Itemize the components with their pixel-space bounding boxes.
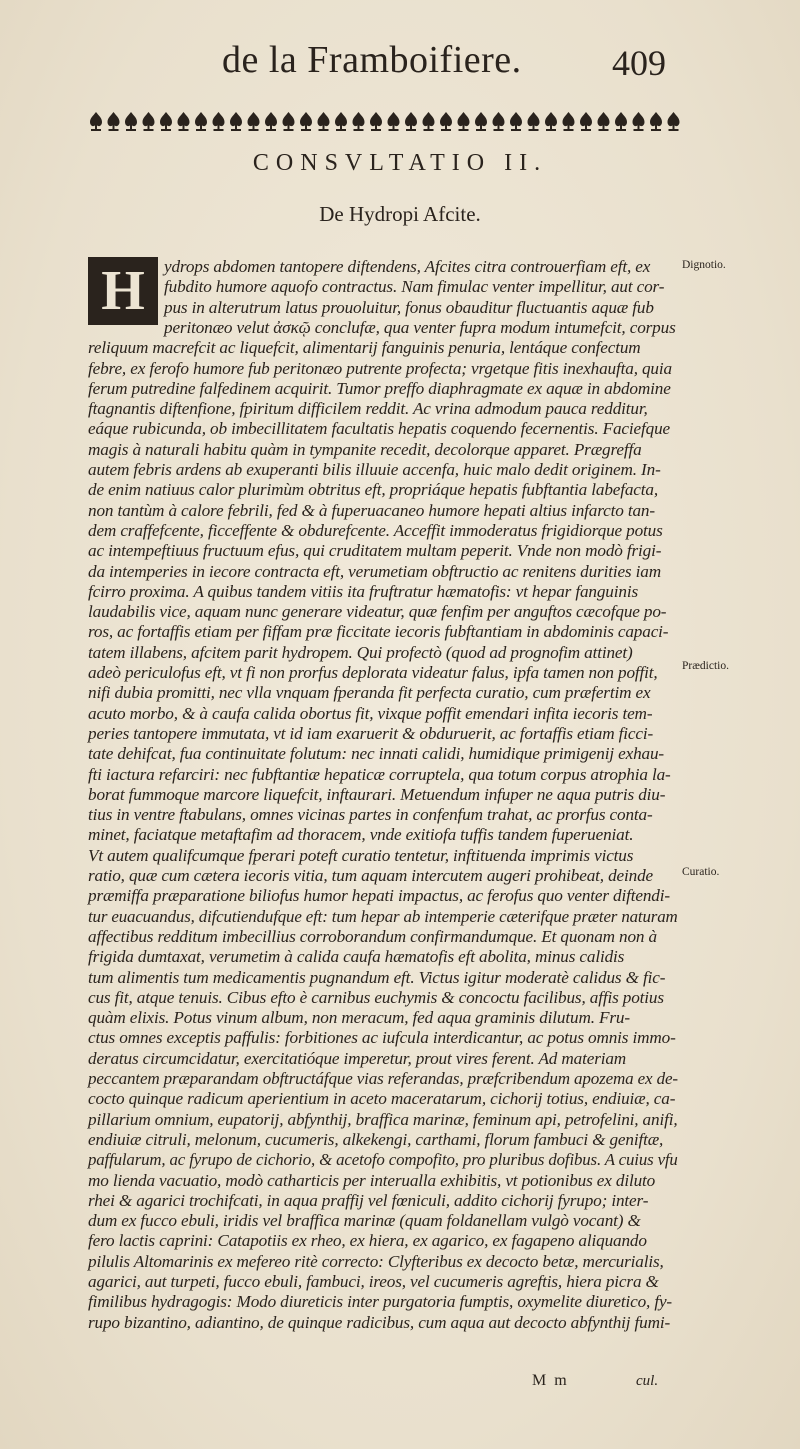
text-line: tatem illabens, afcitem parit hydropem. Qui profectò (quod ad prognofim attinet): [88, 642, 633, 662]
fleuron-icon: [108, 112, 120, 131]
page-number: 409: [612, 43, 666, 83]
text-line: rhei & agarici trochifcati, in aqua praffij vel fœniculi, addito cichorij fyrupo; inter-: [88, 1190, 649, 1210]
fleuron-icon: [300, 112, 312, 131]
fleuron-icon: [528, 112, 540, 131]
fleuron-icon: [125, 112, 137, 131]
text-line: adeò periculofus eft, vt fi non prorfus deplorata videatur falus, ipfa tamen non poffit,: [88, 663, 658, 682]
fleuron-icon: [563, 112, 575, 131]
text-line: cocto quinque radicum aperientium in aceto maceratarum, cichorij totius, endiuiæ, ca-: [88, 1089, 676, 1109]
fleuron-icon: [160, 112, 172, 131]
text-line: fubdito humore aquofo contractus. Nam fimulac venter impellitur, aut cor-: [164, 277, 665, 297]
text-line: ftagnantis diftenfione, fpiritum difficilem reddit. Ac vrina admodum pauca redditur,: [88, 399, 648, 419]
fleuron-icon: [615, 112, 627, 131]
text-line: fti iactura refarciri: nec fubftantiæ hepaticæ corruptela, qua totum corpus atrophia la-: [88, 764, 671, 784]
text-line: tate dehifcat, fua continuitate folutum: nec innati calidi, humidique primigenij exhau-: [88, 744, 664, 764]
fleuron-icon: [388, 112, 400, 131]
text-line: ydrops abdomen tantopere diftendens, Afcites citra controuerfiam eft, ex: [164, 257, 651, 276]
text-line: tur euacuandus, difcutiendufque eft: tum hepar ab intemperie cæterifque præter naturam: [88, 906, 678, 926]
fleuron-icon: [318, 112, 330, 131]
text-line: autem febris ardens ab exuperanti bilis illuuie accenfa, huic malo dedit originem. In-: [88, 460, 661, 479]
text-line: febre, ex ferofo humore fub peritonæo putrente profecta; vrgetque fitis inexhaufta, quia: [88, 358, 672, 378]
text-line: peries tantopere immutata, vt id iam exaruerit & obduruerit, ac fortaffis etiam ficci-: [88, 723, 654, 743]
running-title: de la Framboifiere.: [222, 39, 522, 81]
text-line: peritonæo velut ἀσκῷ conclufæ, qua venter fupra modum intumefcit, corpus: [164, 317, 676, 337]
text-line: magis à naturali habitu quàm in tympanite recedit, decolorque apparet. Prægreffa: [88, 439, 642, 459]
text-line: borat fummoque marcore liquefcit, inftaurari. Metuendum infuper ne aqua putris diu-: [88, 784, 666, 804]
text-line: deratus circumcidatur, exercitatióque imperetur, prout vires ferent. Ad materiam: [88, 1048, 627, 1068]
text-line: de enim natiuus calor plurimùm obtritus eft, propriáque hepatis fubftantia labefacta,: [88, 480, 659, 500]
text-line: Vt autem qualifcumque fperari poteft curatio tentetur, inftituenda imprimis victus: [88, 845, 634, 865]
fleuron-icon: [423, 112, 435, 131]
fleuron-icon: [510, 112, 522, 131]
fleuron-icon: [283, 112, 295, 131]
fleuron-icon: [265, 112, 277, 131]
text-line: ros, ac fortaffis etiam per fiffam præ ficcitate iecoris fubftantiam in abdominis capaci-: [88, 622, 669, 642]
text-line: laudabilis vice, aquam nunc generare videatur, quæ fenfim per anguftos cæcofque po-: [88, 602, 667, 622]
fleuron-icon: [213, 112, 225, 131]
text-line: tum alimentis tum medicamentis pugnandum eft. Victus igitur moderatè calidus & fic-: [88, 967, 666, 987]
text-line: ratio, quæ cum cætera iecoris vitia, tum aquam intercutem augeri prohibeat, deinde: [88, 866, 653, 885]
margin-note-dignotio: Dignotio.: [682, 259, 726, 271]
fleuron-icon: [475, 112, 487, 131]
text-line: frigida dumtaxat, verumetim à calida caufa hæmatofis eft abolita, minus calidis: [88, 947, 625, 967]
fleuron-icon: [633, 112, 645, 131]
text-line: mo lienda vacuatio, modò catharticis per interualla exhibitis, vt potionibus ex diluto: [88, 1170, 656, 1190]
fleuron-icon: [545, 112, 557, 131]
fleuron-icon: [598, 112, 610, 131]
text-line: fimilibus hydragogis: Modo diureticis inter purgatoria fumptis, oxymelite diuretico, fy-: [88, 1292, 672, 1312]
text-line: acuto morbo, & à caufa calida obortus fit, vixque poffit emendari infita iecoris tem-: [88, 703, 653, 723]
fleuron-icon: [458, 112, 470, 131]
text-line: peccantem præparandam obftructáfque vias referandas, præfcribendum apozema ex de-: [88, 1069, 678, 1088]
catchword: cul.: [636, 1373, 659, 1389]
text-line: ctus omnes exceptis paffulis: forbitiones ac iufcula interdicantur, ac potus omnis immo-: [88, 1028, 676, 1048]
section-title: CONSVLTATIO II.: [252, 150, 548, 176]
fleuron-icon: [493, 112, 505, 131]
fleuron-icon: [650, 112, 662, 131]
fleuron-icon: [248, 112, 260, 131]
text-line: affectibus redditum imbecillius corroborandum confirmandumque. Et quonam non à: [88, 926, 657, 946]
margin-note-curatio: Curatio.: [682, 866, 720, 878]
text-line: ferum putredine falfedinem acquirit. Tumor preffo diaphragmate ex aquæ in abdomine: [88, 378, 671, 398]
text-line: da intemperies in iecore contracta eft, verumetiam obftructio ac renitens durities iam: [88, 561, 661, 581]
margin-note-praedictio: Prædictio.: [682, 660, 729, 672]
text-line: rupo bizantino, adiantino, de quinque radicibus, cum aqua aut decocto abfynthij fumi-: [88, 1312, 671, 1332]
fleuron-ornament-band: [88, 110, 686, 132]
fleuron-icon: [668, 112, 680, 131]
text-line: eáque rubicunda, ob imbecillitatem facultatis hepatis coquendo fecernentis. Faciefque: [88, 419, 670, 439]
text-line: quàm elixis. Potus vinum album, non meracum, fed aqua graminis dilutum. Fru-: [88, 1008, 630, 1028]
body-text: [88, 257, 678, 1337]
text-line: pillarium omnium, eupatorij, abfynthij, braffica marinæ, feminum api, petrofelini, anifi,: [88, 1109, 678, 1129]
fleuron-icon: [195, 112, 207, 131]
text-line: tius in ventre ftabulans, omnes vicinas partes in confenfum trahat, ac prorfus conta-: [88, 805, 653, 825]
text-line: reliquum macrefcit ac liquefcit, alimentarij fanguinis penuria, lentáque confectum: [88, 338, 641, 358]
text-line: non tantùm à calore febrili, fed & à fuperuacaneo humore hepati altius infarcto tan-: [88, 500, 655, 520]
fleuron-icon: [580, 112, 592, 131]
text-line: ac intempeftiuus fructuum efus, qui cruditatem multam peperit. Vnde non modò frigi-: [88, 541, 662, 561]
text-line: præmiffa præparatione biliofus humor hepati impactus, ac ferofus quo venter diftendi-: [88, 886, 670, 906]
text-line: fcirro proxima. A quibus tandem vitiis ita fruftratur hæmatofis: vt hepar fanguinis: [88, 581, 638, 601]
text-line: paffularum, ac fyrupo de cichorio, & acetofo compofito, pro pluribus dofibus. A cuius vfu: [88, 1150, 678, 1170]
text-line: cus fit, atque tenuis. Cibus efto è carnibus euchymis & concoctu facilibus, affis potius: [88, 987, 664, 1007]
fleuron-icon: [230, 112, 242, 131]
text-line: agarici, aut turpeti, fucco ebuli, fambuci, ireos, vel cucumeris agreftis, hiera picra &: [88, 1272, 659, 1291]
fleuron-icon: [353, 112, 365, 131]
fleuron-icon: [90, 112, 102, 131]
text-line: dem craffefcente, ficceffente & obdurefcente. Acceffit immoderatus frigidiorque potus: [88, 520, 663, 540]
subtitle: De Hydropi Afcite.: [319, 202, 481, 226]
text-line: endiuiæ citruli, melonum, cucumeris, alkekengi, carthami, florum fambuci & geniftæ,: [88, 1129, 664, 1149]
text-line: minet, faciatque metaftafim ad thoracem, vnde exitiofa tuffis tandem fuperueniat.: [88, 825, 634, 845]
text-line: nifi dubia promitti, nec vlla vnquam fperanda fit perfecta curatio, cum præfertim ex: [88, 683, 651, 703]
text-line: dum ex fucco ebuli, iridis vel braffica marinæ (quam foldanellam vulgò vocant) &: [88, 1211, 641, 1231]
text-line: fero lactis caprini: Catapotiis ex rheo, ex hiera, ex agarico, ex fagapeno aliquando: [88, 1231, 647, 1251]
fleuron-icon: [370, 112, 382, 131]
fleuron-icon: [178, 112, 190, 131]
fleuron-icon: [405, 112, 417, 131]
fleuron-icon: [335, 112, 347, 131]
decorated-initial: H: [88, 257, 158, 325]
fleuron-icon: [143, 112, 155, 131]
fleuron-icon: [440, 112, 452, 131]
text-line: pus in alterutrum latus prouoluitur, fonus obauditur fluctuantis aquæ fub: [164, 297, 654, 317]
signature-mark: M m: [532, 1372, 569, 1389]
text-line: pilulis Altomarinis ex mefereo ritè correcto: Clyfteribus ex decocto betæ, mercurialis,: [88, 1251, 664, 1271]
